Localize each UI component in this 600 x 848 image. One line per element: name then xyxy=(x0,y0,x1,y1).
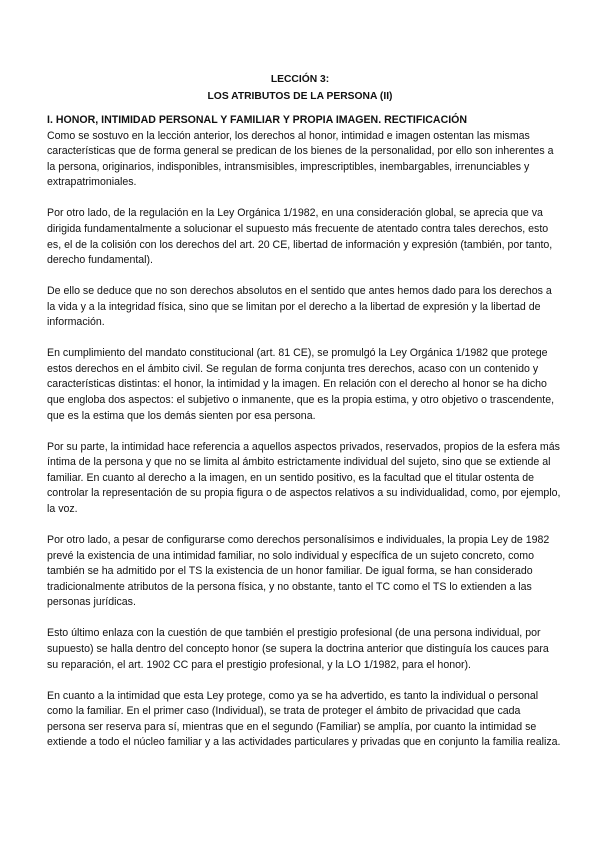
paragraph: Como se sostuvo en la lección anterior, los derechos al honor, intimidad e imagen ostentan las mismas características que de forma general se predican de los bienes de la personalidad, por ello son inherentes a la persona, originarios, indisponibles, intransmisibles, imprescriptibles, inembargables, irrenunciables y extrapatrimoniales. xyxy=(47,129,554,189)
lesson-title: LOS ATRIBUTOS DE LA PERSONA (II) xyxy=(207,91,393,102)
document-body xyxy=(47,113,561,766)
lesson-number: LECCIÓN 3: xyxy=(270,74,330,85)
paragraph: Por otro lado, de la regulación en la Ley Orgánica 1/1982, en una consideración global, se aprecia que va dirigida fundamentalmente a solucionar el supuesto más frecuente de atentado contra tales derechos, esto es, el de la colisión con los derechos del art. 20 CE, libertad de información y expresión (también, por tanto, derecho fundamental). xyxy=(47,207,553,267)
paragraph: En cuanto a la intimidad que esta Ley protege, como ya se ha advertido, es tanto la individual o personal como la familiar. En el primer caso (Individual), se trata de proteger el ámbito de privacidad que cada persona ser reserva para sí, mientras que en el segundo (Familiar) se amplía, por cuanto la intimidad se extiende a todo el núcleo familiar y a las actividades particulares y privadas que en conjunto la familia realiza. xyxy=(47,689,561,749)
paragraph: Por su parte, la intimidad hace referencia a aquellos aspectos privados, reservados, propios de la esfera más íntima de la persona y que no se limita al ámbito estrictamente individual del sujeto, sino que se extiende al familiar. En cuanto al derecho a la imagen, en un sentido positivo, es la facultad que el titular ostenta de controlar la representación de su propia figura o de aspectos relativos a su individualidad, como, por ejemplo, la voz. xyxy=(47,440,561,516)
paragraph: Por otro lado, a pesar de configurarse como derechos personalísimos e individuales, la propia Ley de 1982 prevé la existencia de una intimidad familiar, no solo individual y específica de un sujeto concreto, como también se ha admitido por el TS la existencia de un honor familiar. De igual forma, se han considerado tradicionalmente atributos de la persona física, y no obstante, tanto el TC como el TS lo extienden a las personas jurídicas. xyxy=(47,534,550,609)
paragraph: Esto último enlaza con la cuestión de que también el prestigio profesional (de una persona individual, por supuesto) se halla dentro del concepto honor (se supera la doctrina anterior que distinguía los cauces para su reparación, el art. 1902 CC para el prestigio profesional, y la LO 1/1982, para el honor). xyxy=(47,627,549,671)
section-heading: I. HONOR, INTIMIDAD PERSONAL Y FAMILIAR Y PROPIA IMAGEN. RECTIFICACIÓN xyxy=(47,114,468,126)
paragraph: De ello se deduce que no son derechos absolutos en el sentido que antes hemos dado para los derechos a la vida y a la integridad física, sino que se limitan por el derecho a la libertad de expresión y la libertad de información. xyxy=(47,285,552,329)
paragraph: En cumplimiento del mandato constitucional (art. 81 CE), se promulgó la Ley Orgánica 1/1982 que protege estos derechos en el ámbito civil. Se regulan de forma conjunta tres derechos, acaso con un contenido y características distintas: el honor, la intimidad y la imagen. En relación con el derecho al honor se ha dicho que engloba dos aspectos: el subjetivo o inmanente, que es la propia estima, y otro objetivo o trascendente, que es la estima que los demás sienten por esa persona. xyxy=(47,347,555,422)
title-block xyxy=(0,71,600,105)
